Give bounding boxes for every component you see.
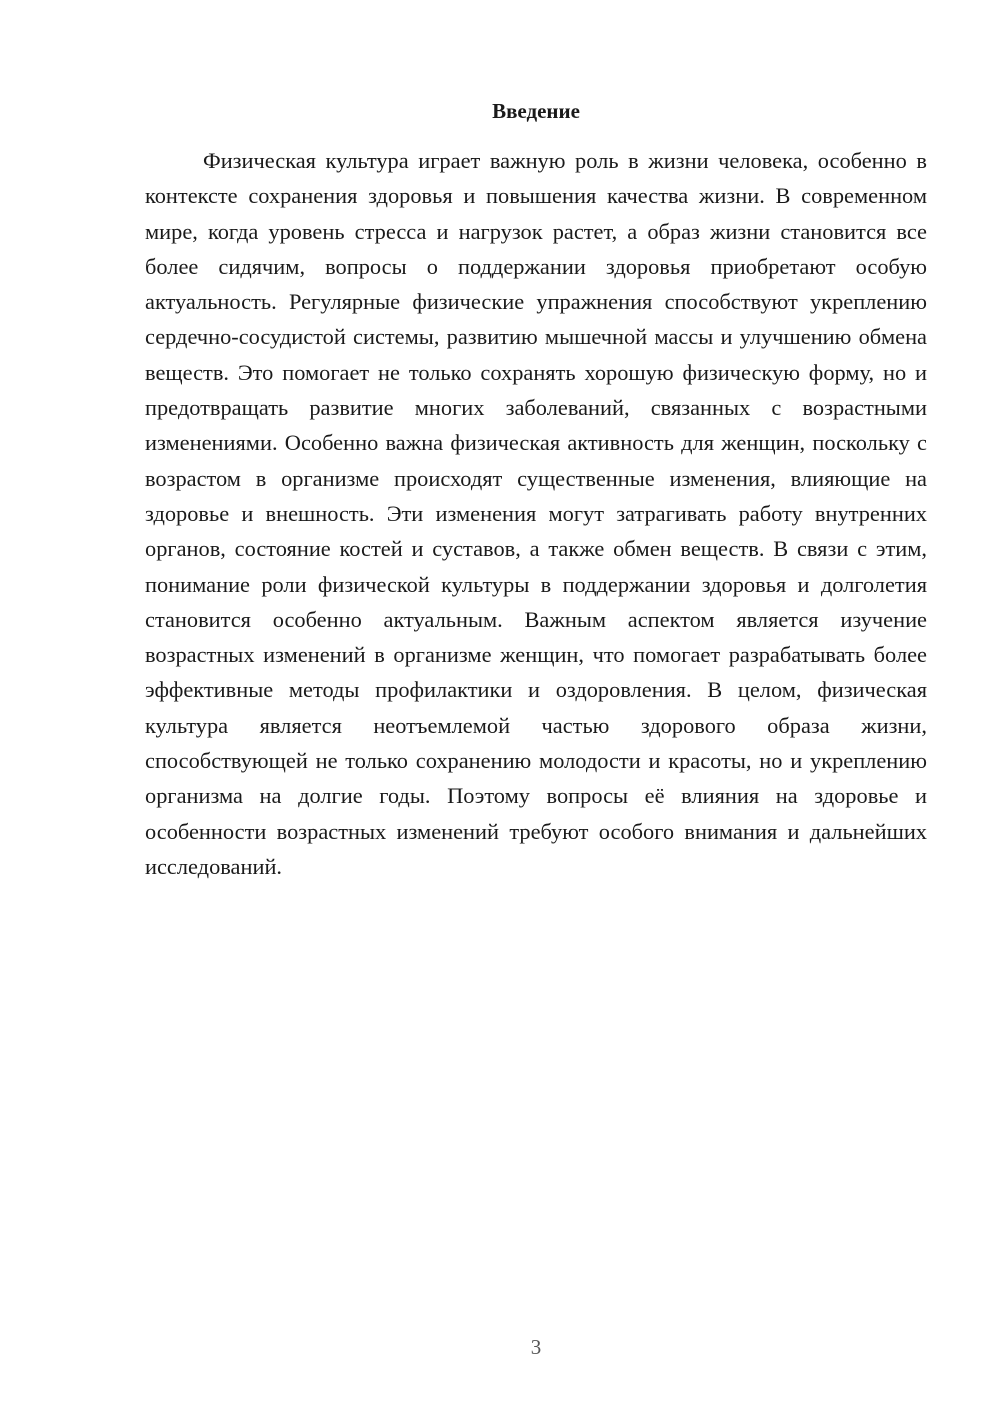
section-heading: Введение — [492, 99, 580, 123]
body-paragraph: Физическая культура играет важную роль в жизни человека, особенно в контексте сохранения здоровья и повышения качества жизни. В современном мире, когда уровень стресса и нагрузок растет, а образ жизни становится все более сидячим, вопросы о поддержании здоровья приобретают особую актуальность. Регулярные физические упражнения способствуют укреплению сердечно-сосудистой системы, развитию мышечной массы и улучшению обмена веществ. Это помогает не только сохранять хорошую физическую форму, но и предотвращать развитие многих заболеваний, связанных с возрастными изменениями. Особенно важна физическая активность для женщин, поскольку с возрастом в организме происходят существенные изменения, влияющие на здоровье и внешность. Эти изменения могут затрагивать работу внутренних органов, состояние костей и суставов, а также обмен веществ. В связи с этим, понимание роли физической культуры в поддержании здоровья и долголетия становится особенно актуальным. Важным аспектом является изучение возрастных изменений в организме женщин, что помогает разрабатывать более эффективные методы профилактики и оздоровления. В целом, физическая культура является неотъемлемой частью здорового образа жизни, способствующей не только сохранению молодости и красоты, но и укреплению организма на долгие годы. Поэтому вопросы её влияния на здоровье и особенности возрастных изменений требуют особого внимания и дальнейших исследований. — [145, 148, 927, 879]
page-number: 3 — [530, 1335, 542, 1359]
